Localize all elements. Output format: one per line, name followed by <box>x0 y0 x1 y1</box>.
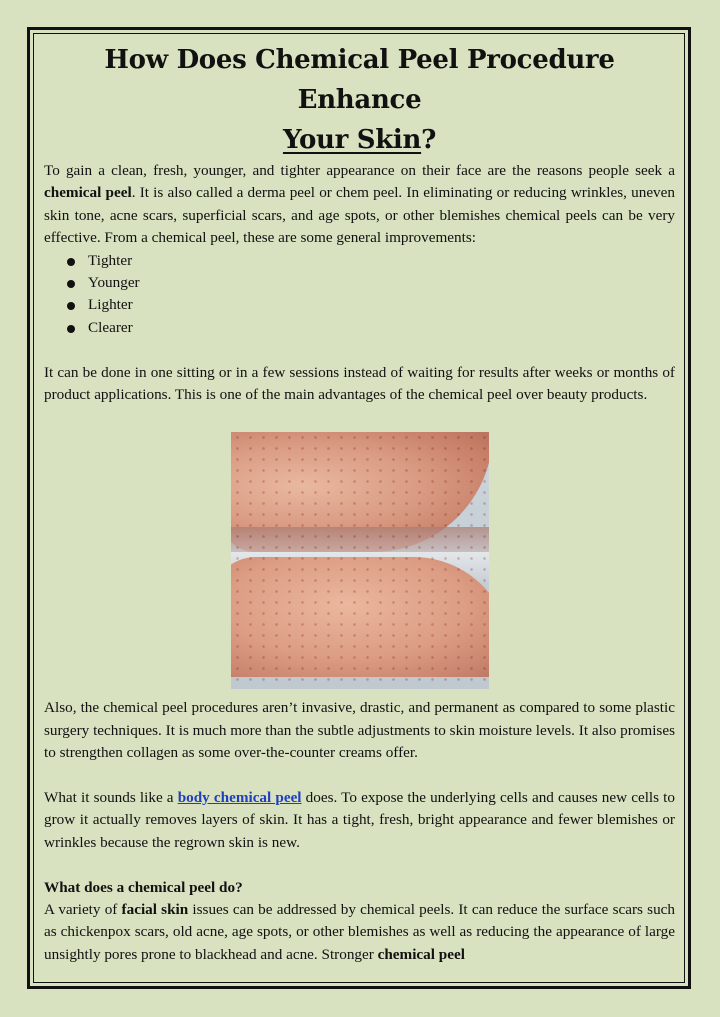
intro-text-1: To gain a clean, fresh, younger, and tighter appearance on their face are the reasons people seek a <box>44 162 675 179</box>
improvements-list <box>44 250 675 340</box>
page-title <box>44 40 675 160</box>
body-peel-text-2: does. To expose the underlying cells and causes new cells to grow it actually removes layers of skin. It has a tight, fresh, bright appearance and fewer blemishes or wrinkles because the regrown skin is new. <box>44 789 675 851</box>
body-chemical-peel-link[interactable]: body chemical peel <box>177 789 302 807</box>
intro-paragraph <box>44 160 675 250</box>
advantages-paragraph: It can be done in one sitting or in a few sessions instead of waiting for results after weeks or months of product applications. This is one of the main advantages of the chemical peel over beauty products. <box>44 363 675 404</box>
document-body <box>44 40 675 966</box>
list-item: Clearer <box>64 317 675 339</box>
body-peel-text-1: What it sounds like a <box>44 789 178 807</box>
list-item: Younger <box>64 272 675 294</box>
section-heading <box>44 877 675 899</box>
body-peel-paragraph <box>44 787 675 854</box>
procedure-paragraph: Also, the chemical peel procedures aren’t invasive, drastic, and permanent as compared to some plastic surgery techniques. It is much more than the subtle adjustments to skin moisture levels. It also promises to strengthen collagen as some over-the-counter creams offer. <box>44 699 675 762</box>
skin-arm-photo <box>231 432 489 689</box>
list-item: Tighter <box>64 250 675 272</box>
intro-bold-term: chemical peel <box>44 184 132 202</box>
section-bold-term-2: chemical peel <box>377 945 465 963</box>
intro-text-2: . It is also called a derma peel or chem peel. In eliminating or reducing wrinkles, uneven skin tone, acne scars, superficial scars, and age spots, or other blemishes chemical peels can be very effective. From a chemical peel, these are some general improvements: <box>44 184 675 247</box>
title-tail: ? <box>421 125 437 155</box>
section-text-1: A variety of <box>44 901 122 919</box>
title-underlined-text: Your Skin <box>282 125 422 155</box>
section-text-2: issues can be addressed by chemical peels. It can reduce the surface scars such as chickenpox scars, old acne, age spots, or other blemishes as well as reducing the appearance of large unsightly pores prone to blackhead and acne. Stronger <box>44 901 675 963</box>
section-paragraph <box>44 899 675 966</box>
list-item: Lighter <box>64 294 675 316</box>
title-line-1: How Does Chemical Peel Procedure Enhance <box>104 45 615 115</box>
section-heading-text: What does a chemical peel do? <box>44 878 243 896</box>
section-bold-term-1: facial skin <box>121 901 189 919</box>
